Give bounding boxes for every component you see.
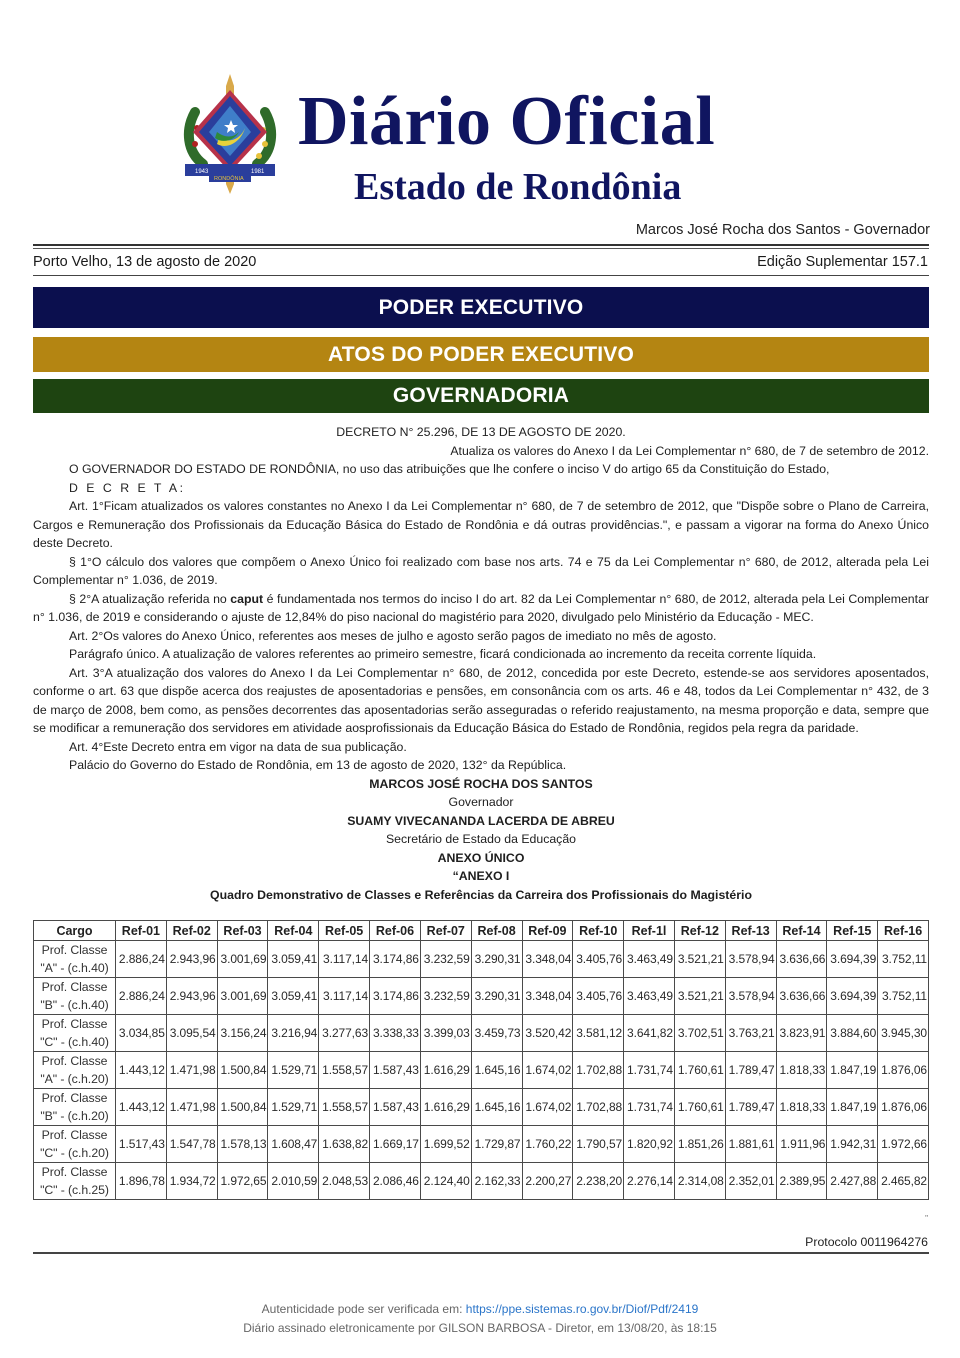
salary-value-cell: 3.232,59: [420, 941, 471, 978]
salary-value-cell: 1.443,12: [116, 1052, 167, 1089]
salary-value-cell: 3.034,85: [116, 1015, 167, 1052]
salary-value-cell: 3.752,11: [878, 941, 929, 978]
header-ref: Ref-08: [471, 921, 522, 941]
salary-value-cell: 3.581,12: [573, 1015, 624, 1052]
salary-value-cell: 3.636,66: [776, 978, 827, 1015]
cargo-line-1: Prof. Classe: [41, 1017, 108, 1031]
decree-preamble: O GOVERNADOR DO ESTADO DE RONDÔNIA, no uso das atribuições que lhe confere o inciso V do artigo 65 da Constituição do Estado,: [69, 462, 830, 476]
protocol-number: Protocolo 0011964276: [805, 1235, 928, 1249]
cargo-line-1: Prof. Classe: [41, 943, 108, 957]
table-row: [34, 1126, 929, 1163]
salary-value-cell: 2.314,08: [674, 1163, 725, 1200]
salary-table: [33, 920, 929, 1200]
salary-value-cell: 2.352,01: [725, 1163, 776, 1200]
salary-value-cell: 3.463,49: [624, 941, 675, 978]
decree-summary: Atualiza os valores do Anexo I da Lei Complementar n° 680, de 7 de setembro de 2012.: [450, 443, 929, 458]
salary-value-cell: 2.886,24: [116, 978, 167, 1015]
salary-value-cell: 1.587,43: [370, 1052, 421, 1089]
subheader-divider: [33, 275, 929, 276]
article-4: Art. 4°Este Decreto entra em vigor na data de sua publicação.: [69, 739, 407, 754]
salary-value-cell: 3.521,21: [674, 978, 725, 1015]
newspaper-title: Diário Oficial: [298, 83, 716, 160]
decree-closing: Palácio do Governo do Estado de Rondônia, em 13 de agosto de 2020, 132° da República.: [69, 758, 567, 772]
salary-value-cell: 3.702,51: [674, 1015, 725, 1052]
signatory-secretary-role: Secretário de Estado da Educação: [385, 832, 577, 846]
salary-value-cell: 3.174,86: [370, 978, 421, 1015]
salary-value-cell: 2.465,82: [878, 1163, 929, 1200]
salary-value-cell: 2.886,24: [116, 941, 167, 978]
authenticity-label: Autenticidade pode ser verificada em:: [261, 1302, 466, 1316]
salary-value-cell: 1.471,98: [166, 1089, 217, 1126]
salary-value-cell: 3.520,42: [522, 1015, 573, 1052]
salary-value-cell: 2.276,14: [624, 1163, 675, 1200]
header-ref: Ref-09: [522, 921, 573, 941]
salary-value-cell: 3.338,33: [370, 1015, 421, 1052]
section-band-governadoria: GOVERNADORIA: [33, 379, 929, 413]
annex-title: ANEXO ÚNICO: [437, 850, 525, 865]
salary-value-cell: 3.277,63: [319, 1015, 370, 1052]
salary-value-cell: 3.232,59: [420, 978, 471, 1015]
salary-value-cell: 3.156,24: [217, 1015, 268, 1052]
header-ref: Ref-12: [674, 921, 725, 941]
article-2: Art. 2°Os valores do Anexo Único, referentes aos meses de julho e agosto serão pagos de imediato no mês de agosto.: [69, 628, 717, 643]
decree-body: [33, 423, 929, 904]
salary-value-cell: 3.636,66: [776, 941, 827, 978]
salary-value-cell: 1.674,02: [522, 1089, 573, 1126]
header-ref: Ref-01: [116, 921, 167, 941]
signatory-governor-role: Governador: [448, 795, 514, 809]
salary-value-cell: 1.702,88: [573, 1052, 624, 1089]
header-ref: Ref-13: [725, 921, 776, 941]
salary-value-cell: 1.500,84: [217, 1089, 268, 1126]
salary-value-cell: 1.674,02: [522, 1052, 573, 1089]
table-title: Quadro Demonstrativo de Classes e Referências da Carreira dos Profissionais do Magistério: [210, 887, 752, 902]
salary-value-cell: 1.972,66: [878, 1126, 929, 1163]
salary-value-cell: 1.669,17: [370, 1126, 421, 1163]
salary-value-cell: 1.500,84: [217, 1052, 268, 1089]
header-ref: Ref-10: [573, 921, 624, 941]
cargo-cell: [34, 1015, 116, 1052]
header-ref: Ref-1l: [624, 921, 675, 941]
salary-value-cell: 3.290,31: [471, 941, 522, 978]
salary-value-cell: 1.471,98: [166, 1052, 217, 1089]
salary-value-cell: 1.789,47: [725, 1089, 776, 1126]
svg-text:RONDÔNIA: RONDÔNIA: [214, 176, 244, 182]
cargo-line-2: "B" - (c.h.20): [40, 1109, 109, 1123]
annex-subtitle: “ANEXO I: [452, 869, 510, 883]
salary-value-cell: 2.238,20: [573, 1163, 624, 1200]
cargo-line-1: Prof. Classe: [41, 980, 108, 994]
svg-text:1943: 1943: [195, 169, 209, 175]
header-ref: Ref-06: [370, 921, 421, 941]
salary-value-cell: 1.645,16: [471, 1052, 522, 1089]
salary-value-cell: 1.558,57: [319, 1089, 370, 1126]
salary-value-cell: 3.884,60: [827, 1015, 878, 1052]
header-ref: Ref-16: [878, 921, 929, 941]
header-ref: Ref-05: [319, 921, 370, 941]
cargo-cell: [34, 1163, 116, 1200]
salary-value-cell: 3.348,04: [522, 941, 573, 978]
cargo-cell: [34, 1089, 116, 1126]
salary-value-cell: 3.174,86: [370, 941, 421, 978]
salary-value-cell: 1.638,82: [319, 1126, 370, 1163]
salary-value-cell: 1.818,33: [776, 1052, 827, 1089]
salary-value-cell: 1.847,19: [827, 1089, 878, 1126]
decree-decreta: D E C R E T A:: [69, 480, 186, 495]
state-coat-of-arms-icon: [183, 72, 277, 196]
salary-value-cell: 1.587,43: [370, 1089, 421, 1126]
salary-value-cell: 3.117,14: [319, 978, 370, 1015]
cargo-line-1: Prof. Classe: [41, 1165, 108, 1179]
salary-value-cell: 3.578,94: [725, 978, 776, 1015]
salary-value-cell: 1.847,19: [827, 1052, 878, 1089]
salary-value-cell: 1.911,96: [776, 1126, 827, 1163]
salary-value-cell: 1.702,88: [573, 1089, 624, 1126]
section-band-poder-executivo: PODER EXECUTIVO: [33, 287, 929, 328]
authenticity-line: [0, 1302, 960, 1316]
table-row: [34, 1052, 929, 1089]
salary-value-cell: 1.942,31: [827, 1126, 878, 1163]
cargo-line-2: "C" - (c.h.25): [40, 1183, 109, 1197]
header-divider: [33, 244, 929, 249]
salary-value-cell: 1.558,57: [319, 1052, 370, 1089]
salary-value-cell: 2.162,33: [471, 1163, 522, 1200]
salary-value-cell: 1.876,06: [878, 1052, 929, 1089]
salary-value-cell: 1.616,29: [420, 1089, 471, 1126]
paragraph-2-text-a: § 2°A atualização referida no: [69, 591, 231, 606]
salary-value-cell: 3.763,21: [725, 1015, 776, 1052]
salary-value-cell: 3.578,94: [725, 941, 776, 978]
salary-value-cell: 1.731,74: [624, 1089, 675, 1126]
salary-value-cell: 2.086,46: [370, 1163, 421, 1200]
signatory-governor-name: MARCOS JOSÉ ROCHA DOS SANTOS: [369, 776, 593, 791]
table-row: [34, 1015, 929, 1052]
footer-divider: [33, 1252, 929, 1254]
salary-value-cell: 3.117,14: [319, 941, 370, 978]
article-1: Art. 1°Ficam atualizados os valores constantes no Anexo I da Lei Complementar n° 680, de 7 de setembro de 2012, que "Dispõe sobre o Plano de Carreira, Cargos e Remuneração dos Profissionais da Educação Básica do Estado de Rondônia e dá outras providências.", e passam a vigorar na forma do Anexo Único deste Decreto.: [33, 499, 929, 550]
cargo-cell: [34, 978, 116, 1015]
salary-value-cell: 1.729,87: [471, 1126, 522, 1163]
salary-value-cell: 3.399,03: [420, 1015, 471, 1052]
salary-value-cell: 1.818,33: [776, 1089, 827, 1126]
salary-value-cell: 3.290,31: [471, 978, 522, 1015]
salary-value-cell: 2.943,96: [166, 978, 217, 1015]
decree-heading: DECRETO N° 25.296, DE 13 DE AGOSTO DE 2020.: [336, 425, 626, 439]
salary-value-cell: 3.752,11: [878, 978, 929, 1015]
salary-value-cell: 3.694,39: [827, 941, 878, 978]
salary-value-cell: 1.876,06: [878, 1089, 929, 1126]
table-row: [34, 978, 929, 1015]
salary-value-cell: 3.694,39: [827, 978, 878, 1015]
salary-value-cell: 1.790,57: [573, 1126, 624, 1163]
section-band-atos: ATOS DO PODER EXECUTIVO: [33, 337, 929, 372]
salary-value-cell: 3.459,73: [471, 1015, 522, 1052]
article-3: Art. 3°A atualização dos valores do Anexo I da Lei Complementar n° 680, de 2012, concedida por este Decreto, estende-se aos servidores aposentados, conforme o art. 63 que dispõe acerca dos reajustes de aposentadorias e pensões, em consonância com os arts. 46 e 48, todos da Lei Complementar n° 432, de 3 de março de 2008, bem como, as pensões decorrentes das aposentadorias serão asseguradas o referido reajustamento, na mesma proporção e data, sempre que se modificar a remuneração dos servidores em atividade aosprofissionais da Educação Básica do Estado de Rondônia, regidos pela regra da paridade.: [33, 665, 929, 735]
salary-value-cell: 2.200,27: [522, 1163, 573, 1200]
salary-value-cell: 1.731,74: [624, 1052, 675, 1089]
header-ref: Ref-15: [827, 921, 878, 941]
salary-value-cell: 2.010,59: [268, 1163, 319, 1200]
salary-value-cell: 1.760,22: [522, 1126, 573, 1163]
salary-value-cell: 2.427,88: [827, 1163, 878, 1200]
cargo-line-2: "B" - (c.h.40): [40, 998, 109, 1012]
article-1-paragraph-1: § 1°O cálculo dos valores que compõem o Anexo Único foi realizado com base nos arts. 74 e 75 da Lei Complementar n° 680, de 2012, alterada pela Lei Complementar n° 1.036, de 2019.: [33, 554, 929, 587]
salary-value-cell: 3.095,54: [166, 1015, 217, 1052]
salary-value-cell: 1.972,65: [217, 1163, 268, 1200]
paragraph-2-text-b: é fundamentada nos termos do inciso I do art. 82 da Lei Complementar n° 680, de 2012, alterada pela Lei Complementar n° 1.036, de 2019 e considerando o ajuste de 12,84% do piso nacional do magistério para 2020, divulgado pelo Ministério da Educação - MEC.: [33, 591, 929, 624]
edition-number: Edição Suplementar 157.1: [757, 254, 928, 270]
cargo-line-2: "C" - (c.h.40): [40, 1035, 109, 1049]
table-header-row: [34, 921, 929, 941]
salary-value-cell: 3.823,91: [776, 1015, 827, 1052]
salary-value-cell: 3.405,76: [573, 941, 624, 978]
cargo-line-1: Prof. Classe: [41, 1091, 108, 1105]
salary-value-cell: 1.517,43: [116, 1126, 167, 1163]
table-row: [34, 1089, 929, 1126]
header-ref: Ref-03: [217, 921, 268, 941]
header-cargo: Cargo: [34, 921, 116, 941]
salary-value-cell: 3.463,49: [624, 978, 675, 1015]
salary-value-cell: 3.945,30: [878, 1015, 929, 1052]
salary-value-cell: 2.124,40: [420, 1163, 471, 1200]
salary-value-cell: 3.641,82: [624, 1015, 675, 1052]
salary-value-cell: 3.521,21: [674, 941, 725, 978]
salary-value-cell: 1.529,71: [268, 1052, 319, 1089]
salary-value-cell: 1.760,61: [674, 1089, 725, 1126]
salary-value-cell: 1.896,78: [116, 1163, 167, 1200]
salary-value-cell: 1.760,61: [674, 1052, 725, 1089]
salary-value-cell: 1.547,78: [166, 1126, 217, 1163]
salary-value-cell: 1.645,16: [471, 1089, 522, 1126]
cargo-line-2: "A" - (c.h.20): [40, 1072, 109, 1086]
salary-value-cell: 3.001,69: [217, 978, 268, 1015]
cargo-line-2: "A" - (c.h.40): [40, 961, 109, 975]
salary-value-cell: 1.789,47: [725, 1052, 776, 1089]
salary-value-cell: 3.405,76: [573, 978, 624, 1015]
salary-value-cell: 3.059,41: [268, 978, 319, 1015]
salary-value-cell: 1.529,71: [268, 1089, 319, 1126]
salary-value-cell: 1.443,12: [116, 1089, 167, 1126]
signatory-secretary-name: SUAMY VIVECANANDA LACERDA DE ABREU: [347, 813, 615, 828]
governor-line: Marcos José Rocha dos Santos - Governador: [635, 222, 930, 238]
salary-value-cell: 1.851,26: [674, 1126, 725, 1163]
table-row: [34, 1163, 929, 1200]
salary-value-cell: 1.578,13: [217, 1126, 268, 1163]
salary-value-cell: 2.389,95: [776, 1163, 827, 1200]
signature-line: Diário assinado eletronicamente por GILSON BARBOSA - Diretor, em 13/08/20, às 18:15: [243, 1321, 717, 1335]
cargo-cell: [34, 1126, 116, 1163]
page-mark: ": [925, 1214, 928, 1223]
salary-value-cell: 1.934,72: [166, 1163, 217, 1200]
salary-value-cell: 2.048,53: [319, 1163, 370, 1200]
cargo-cell: [34, 941, 116, 978]
header-ref: Ref-04: [268, 921, 319, 941]
header-ref: Ref-14: [776, 921, 827, 941]
svg-text:1981: 1981: [251, 169, 265, 175]
cargo-cell: [34, 1052, 116, 1089]
cargo-line-2: "C" - (c.h.20): [40, 1146, 109, 1160]
authenticity-link[interactable]: https://ppe.sistemas.ro.gov.br/Diof/Pdf/2419: [465, 1302, 699, 1316]
header-ref: Ref-07: [420, 921, 471, 941]
table-row: [34, 941, 929, 978]
salary-value-cell: 2.943,96: [166, 941, 217, 978]
salary-value-cell: 1.608,47: [268, 1126, 319, 1163]
article-2-paragraph-unico: Parágrafo único. A atualização de valores referentes ao primeiro semestre, ficará condicionada ao incremento da receita corrente líquida.: [69, 647, 817, 661]
newspaper-subtitle: Estado de Rondônia: [354, 166, 682, 208]
salary-value-cell: 1.616,29: [420, 1052, 471, 1089]
article-1-paragraph-2: [33, 590, 929, 627]
salary-value-cell: 3.348,04: [522, 978, 573, 1015]
paragraph-2-caput: caput: [230, 591, 264, 606]
place-date: Porto Velho, 13 de agosto de 2020: [33, 254, 257, 270]
salary-value-cell: 3.059,41: [268, 941, 319, 978]
salary-value-cell: 1.820,92: [624, 1126, 675, 1163]
header-ref: Ref-02: [166, 921, 217, 941]
salary-value-cell: 1.699,52: [420, 1126, 471, 1163]
cargo-line-1: Prof. Classe: [41, 1054, 108, 1068]
salary-value-cell: 1.881,61: [725, 1126, 776, 1163]
cargo-line-1: Prof. Classe: [41, 1128, 108, 1142]
salary-value-cell: 3.001,69: [217, 941, 268, 978]
salary-value-cell: 3.216,94: [268, 1015, 319, 1052]
